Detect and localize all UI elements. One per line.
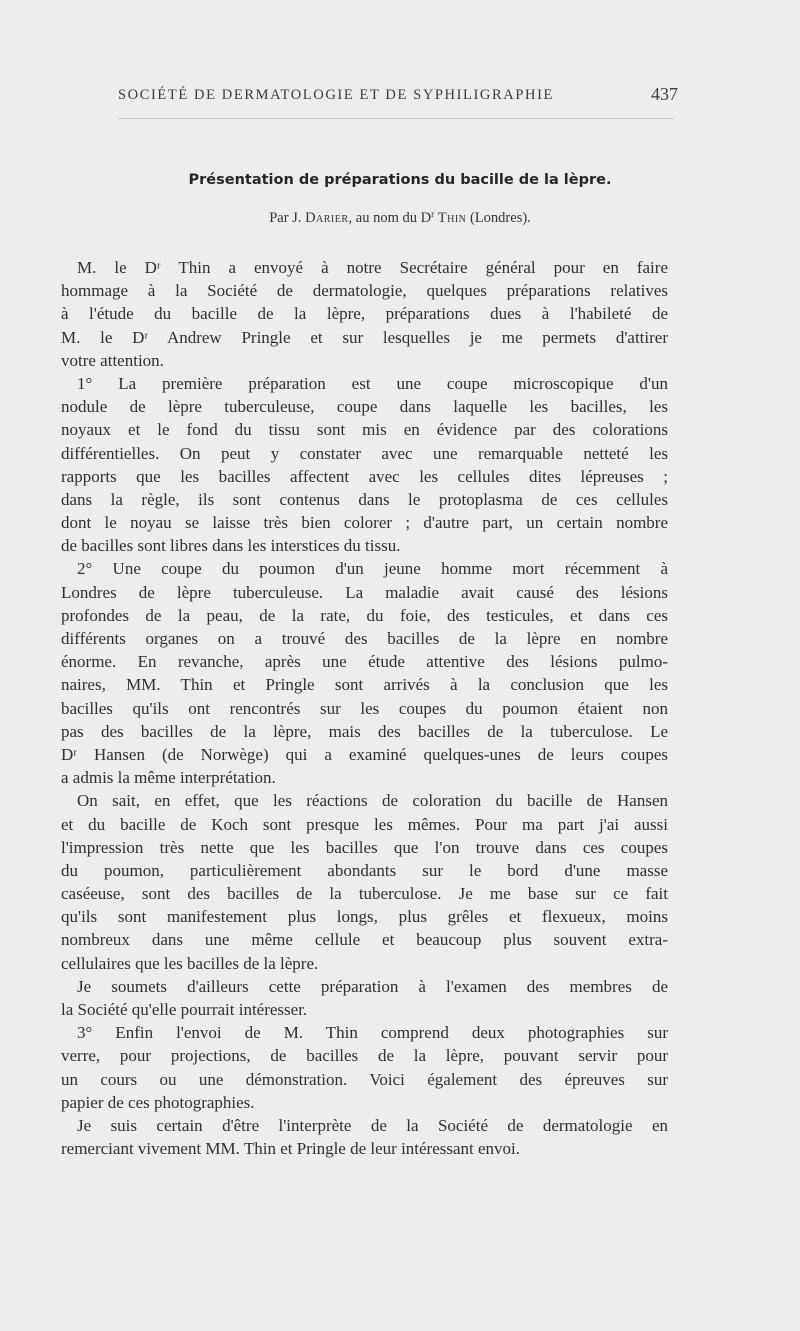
running-head-title: SOCIÉTÉ DE DERMATOLOGIE ET DE SYPHILIGRAPHIE: [118, 87, 554, 103]
byline-colleague: Thin: [437, 210, 467, 226]
text-line: verre, pour projections, de bacilles de la lèpre, pouvant servir pour: [61, 1046, 668, 1066]
header-rule: [118, 118, 674, 119]
text-line: du poumon, particulièrement abondants sur le bord d'une masse: [61, 860, 668, 880]
text-line: bacilles qu'ils ont rencontrés sur les coupes du poumon étaient non: [61, 698, 668, 718]
text-line: Je suis certain d'être l'interprète de la Société de dermatologie en: [77, 1115, 668, 1135]
text-line: Dʳ Hansen (de Norwège) qui a examiné quelques-unes de leurs coupes: [61, 744, 668, 764]
text-line: nombreux dans une même cellule et beaucoup plus souvent extra-: [61, 930, 668, 950]
text-line: 3° Enfin l'envoi de M. Thin comprend deux photographies sur: [77, 1023, 668, 1043]
text-line: a admis la même interprétation.: [61, 768, 276, 788]
text-line: et du bacille de Koch sont presque les mêmes. Pour ma part j'ai aussi: [61, 814, 668, 834]
text-line: 2° Une coupe du poumon d'un jeune homme mort récemment à: [77, 559, 668, 579]
text-line: 1° La première préparation est une coupe microscopique d'un: [77, 373, 668, 393]
text-line: l'impression très nette que les bacilles que l'on trouve dans ces coupes: [61, 837, 668, 857]
text-line: profondes de la peau, de la rate, du foie, des testicules, et dans ces: [61, 605, 668, 625]
text-line: différentielles. On peut y constater avec une remarquable netteté les: [61, 443, 668, 463]
text-line: caséeuse, sont des bacilles de la tuberculose. Je me base sur ce fait: [61, 884, 668, 904]
byline-prefix: Par J.: [269, 210, 302, 226]
text-line: hommage à la Société de dermatologie, quelques préparations relatives: [61, 281, 668, 301]
byline-author: Darier: [305, 210, 349, 226]
text-line: à l'étude du bacille de la lèpre, préparations dues à l'habileté de: [61, 304, 668, 324]
byline-dr-superscript: r: [431, 209, 435, 219]
article-body: [61, 256, 668, 1160]
text-line: On sait, en effet, que les réactions de coloration du bacille de Hansen: [77, 791, 668, 811]
text-line: naires, MM. Thin et Pringle sont arrivés à la conclusion que les: [61, 675, 668, 695]
article-title: Présentation de préparations du bacille de la lèpre.: [188, 172, 612, 188]
text-line: énorme. En revanche, après une étude attentive des lésions pulmo-: [61, 652, 668, 672]
text-line: Je soumets d'ailleurs cette préparation à l'examen des membres de: [77, 976, 668, 996]
text-line: rapports que les bacilles affectent avec les cellules dites lépreuses ;: [61, 466, 668, 486]
text-line: papier de ces photographies.: [61, 1092, 255, 1112]
text-line: remerciant vivement MM. Thin et Pringle de leur intéressant envoi.: [61, 1139, 521, 1159]
text-line: votre attention.: [61, 350, 164, 370]
text-line: différents organes on a trouvé des bacilles de la lèpre en nombre: [61, 629, 668, 648]
page-number: 437: [651, 84, 678, 104]
text-line: noyaux et le fond du tissu sont mis en évidence par des colorations: [61, 420, 668, 440]
text-line: la Société qu'elle pourrait intéresser.: [61, 1000, 308, 1019]
running-head: [118, 84, 678, 111]
text-line: nodule de lèpre tuberculeuse, coupe dans laquelle les bacilles, les: [61, 397, 668, 417]
text-line: M. le Dʳ Andrew Pringle et sur lesquelles je me permets d'attirer: [61, 327, 668, 347]
byline: [60, 210, 740, 227]
text-line: Londres de lèpre tuberculeuse. La maladie avait causé des lésions: [61, 582, 668, 602]
byline-suffix: (Londres).: [470, 210, 531, 226]
text-line: M. le Dʳ Thin a envoyé à notre Secrétaire général pour en faire: [77, 258, 668, 277]
text-line: dont le noyau se laisse très bien colorer ; d'autre part, un certain nombre: [61, 513, 668, 533]
text-line: un cours ou une démonstration. Voici également des épreuves sur: [61, 1069, 668, 1089]
byline-middle: , au nom du D: [348, 210, 432, 226]
text-line: cellulaires que les bacilles de la lèpre.: [61, 953, 319, 973]
text-line: qu'ils sont manifestement plus longs, plus grêles et flexueux, moins: [61, 907, 668, 927]
text-line: pas des bacilles de la lèpre, mais des bacilles de la tuberculose. Le: [61, 721, 668, 741]
text-line: de bacilles sont libres dans les interstices du tissu.: [61, 536, 401, 556]
text-line: dans la règle, ils sont contenus dans le protoplasma de ces cellules: [61, 489, 668, 509]
